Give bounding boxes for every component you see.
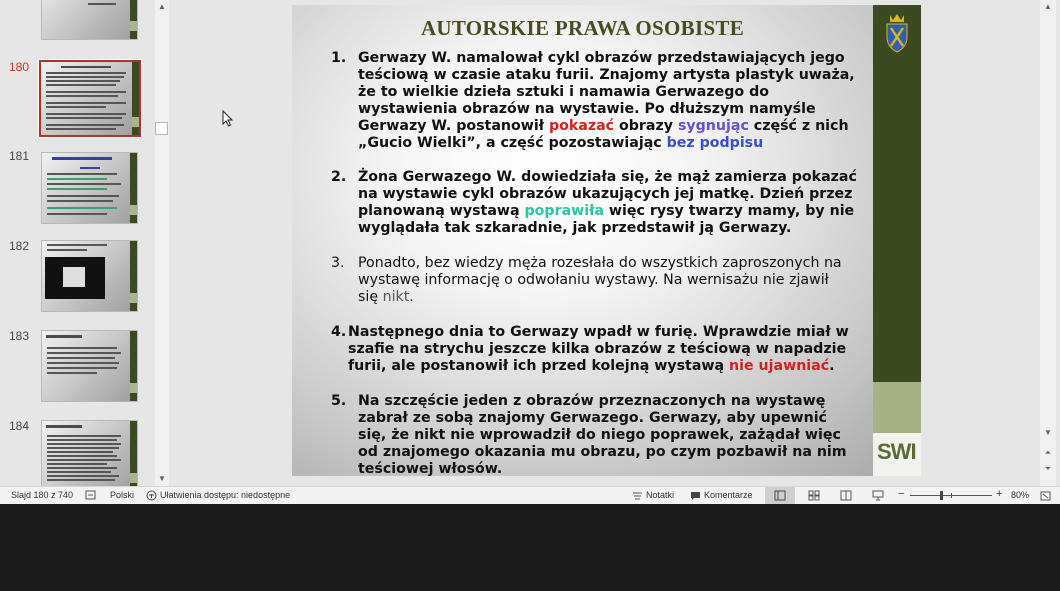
text-run: teściowej włosów. (358, 461, 503, 476)
text-run: się (358, 289, 383, 305)
text-run: Ponadto, bez wiedzy męża rozesłała do wszystkich zaproszonych na (358, 255, 842, 271)
text-run: Gerwazy W. postanowił (358, 118, 549, 134)
zoom-slider-center (951, 493, 952, 498)
text-run: obrazy (614, 118, 678, 134)
text-line (358, 220, 857, 237)
text-line (358, 444, 847, 461)
spellcheck-icon[interactable] (85, 490, 97, 501)
text-line (358, 393, 847, 410)
list-item-text (358, 50, 855, 152)
slide-canvas[interactable] (292, 5, 921, 476)
text-line (358, 255, 842, 272)
slide-thumbnail[interactable] (41, 152, 138, 224)
language-button[interactable]: Polski (110, 490, 135, 500)
list-item-text (358, 255, 842, 306)
fit-to-window-icon[interactable] (1040, 490, 1051, 501)
next-slide-icon[interactable]: ⏷ (1044, 464, 1052, 473)
text-line (358, 118, 855, 135)
slideshow-icon[interactable] (872, 490, 884, 501)
text-run: wyglądała tak szkaradnie, jak przedstawił ją Gerwazy. (358, 220, 792, 236)
text-line (358, 101, 855, 118)
list-item-text (358, 169, 857, 237)
zoom-in-icon[interactable]: + (996, 488, 1003, 500)
text-line (348, 324, 849, 341)
editor-scrollbar[interactable] (1040, 0, 1056, 486)
text-run: na wystawie cykl obrazów ukazujących jej matkę. Dzień przez (358, 186, 853, 202)
text-line (358, 410, 847, 427)
text-run: Żona Gerwazego W. dowiedziała się, że mąż zamierza pokazać (358, 169, 857, 185)
scroll-down-arrow-icon[interactable]: ▼ (1044, 428, 1052, 437)
scroll-up-arrow-icon[interactable]: ▲ (1044, 2, 1052, 11)
scroll-up-arrow-icon[interactable]: ▲ (158, 2, 166, 11)
text-run: teściową w czasie ataku furii. Znajomy artysta plastyk uważa, (358, 67, 855, 83)
accessibility-icon[interactable] (146, 490, 157, 501)
slide-title: AUTORSKIE PRAWA OSOBISTE (420, 16, 745, 40)
text-run: wystawienia obrazów na wystawie. Po dłuższym namyśle (358, 101, 816, 117)
text-line (358, 135, 855, 152)
notes-icon[interactable] (632, 490, 643, 501)
text-run: od znajomego okazania mu obrazu, po czym pozbawił na nim (358, 444, 847, 460)
highlighted-word: pokazać (548, 118, 615, 134)
slide-side-accent (873, 382, 921, 433)
slide-thumbnail[interactable] (41, 0, 138, 40)
thumbnail-scrollbar[interactable] (155, 0, 169, 486)
text-run: szafie na strychu jeszcze kilka obrazów z teściową w napadzie (348, 341, 847, 357)
highlighted-word: sygnując (677, 118, 749, 134)
highlighted-word: nikt (382, 289, 410, 305)
list-item-number: 3. (331, 255, 345, 271)
slide-thumbnail-pane (0, 0, 172, 486)
list-item-number: 1. (331, 50, 347, 66)
text-line (358, 84, 855, 101)
list-item-number: 2. (331, 169, 347, 185)
text-run: więc rysy twarzy mamy, by nie (603, 203, 855, 219)
slide-number: 184 (9, 419, 30, 433)
previous-slide-icon[interactable]: ⏶ (1044, 448, 1052, 457)
highlighted-word: bez podpisu (666, 135, 764, 151)
zoom-level[interactable]: 80% (1011, 490, 1030, 500)
highlighted-word: poprawiła (524, 203, 604, 219)
text-run: wystawę informację o odwołaniu wystawy. Na wernisażu nie zjawił (358, 272, 829, 288)
list-item-text (348, 324, 849, 375)
swi-logo-text: SWI (877, 439, 916, 464)
slide-thumbnail-active[interactable] (39, 60, 141, 137)
text-run: . (409, 289, 414, 305)
slide-thumbnail[interactable] (41, 420, 138, 486)
text-run: że to wielkie dzieła sztuki i namawia Gerwazego do (358, 84, 769, 100)
zoom-slider-thumb[interactable] (940, 491, 943, 500)
text-run: furii, ale postanowił ich przed kolejną wystawą (348, 358, 730, 374)
slide-counter: Slajd 180 z 740 (11, 490, 74, 500)
text-run: się, że nikt nie wprowadził do niego poprawek, zażądał więc (358, 427, 841, 443)
slide-side-strip (873, 5, 921, 476)
text-line (358, 203, 857, 220)
slide-thumbnail-video[interactable] (41, 240, 138, 312)
text-run: Na szczęście jeden z obrazów przeznaczonych na wystawę (358, 393, 826, 409)
slide-number: 183 (9, 329, 30, 343)
text-run: planowaną wystawą (358, 203, 525, 219)
swi-logo (873, 433, 921, 476)
reading-view-icon[interactable] (840, 490, 852, 501)
text-run: Gerwazy W. namalował cykl obrazów przedstawiających jego (358, 50, 845, 66)
scroll-down-arrow-icon[interactable]: ▼ (158, 474, 166, 483)
text-line (358, 272, 842, 289)
resize-handle[interactable] (155, 122, 168, 135)
normal-view-button[interactable] (765, 487, 795, 504)
list-item-number: 4. (331, 324, 347, 340)
mouse-cursor-icon (222, 110, 234, 127)
text-line (358, 186, 857, 203)
comments-button[interactable]: Komentarze (704, 490, 753, 500)
text-line (358, 169, 857, 186)
text-line (358, 289, 842, 306)
text-line (348, 341, 849, 358)
comments-icon[interactable] (690, 490, 701, 501)
text-line (358, 427, 847, 444)
notes-button[interactable]: Notatki (646, 490, 675, 500)
slide-sorter-icon[interactable] (808, 490, 820, 501)
zoom-out-icon[interactable]: − (898, 488, 905, 500)
slide-number: 180 (9, 60, 30, 74)
list-item-number: 5. (331, 393, 347, 409)
text-line (358, 461, 847, 476)
slide-number: 182 (9, 239, 30, 253)
status-bar (0, 486, 1060, 504)
list-item-text (358, 393, 847, 476)
text-run: . (829, 358, 835, 374)
highlighted-word: nie ujawniać (729, 358, 830, 374)
text-run: „Gucio Wielki”, a część pozostawiając (358, 135, 667, 151)
text-line (348, 358, 849, 375)
text-line (358, 50, 855, 67)
crest-icon (884, 13, 910, 53)
slide-number: 181 (9, 149, 30, 163)
text-line (358, 67, 855, 84)
text-run: Następnego dnia to Gerwazy wpadł w furię. Wprawdzie miał w (348, 324, 849, 340)
text-run: zabrał ze sobą znajomy Gerwazego. Gerwazy, aby upewnić (358, 410, 827, 426)
text-run: część z nich (748, 118, 849, 134)
accessibility-status[interactable]: Ułatwienia dostępu: niedostępne (160, 490, 291, 500)
slide-thumbnail[interactable] (41, 330, 138, 402)
desktop-background (0, 504, 1060, 591)
